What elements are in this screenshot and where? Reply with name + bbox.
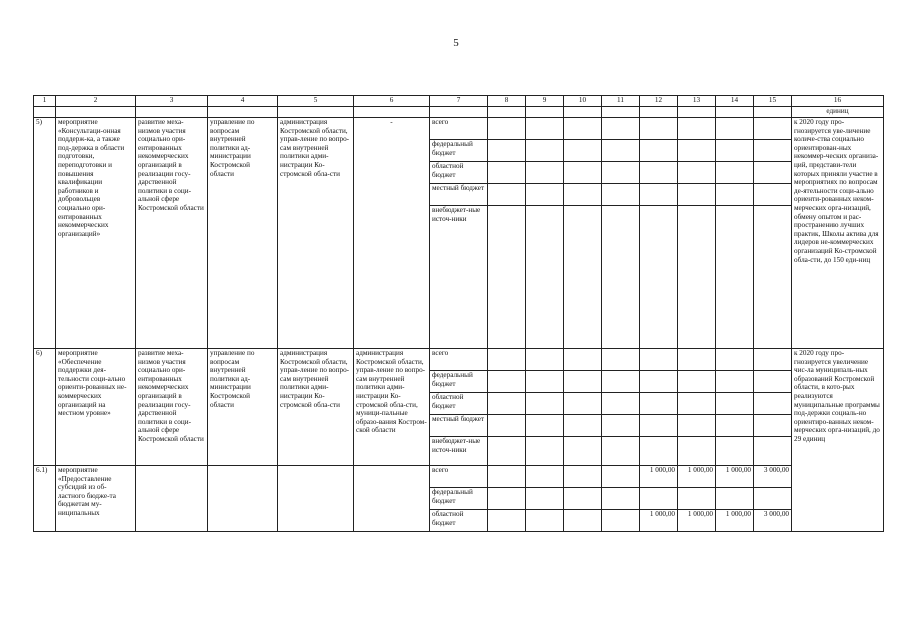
source-extra: внебюджет-ные источ-ники	[430, 206, 488, 349]
co-executor: администрация Костромской области, управ-ление по вопро-сам внутренней политики адми-нистрации Ко-стромской обла-сти	[278, 118, 354, 349]
continuation-text: единиц	[792, 107, 884, 118]
source-federal: федеральный бюджет	[430, 371, 488, 393]
value-total-2017: 1 000,00	[640, 466, 678, 488]
row-number: 5)	[34, 118, 56, 349]
value-total-2019: 1 000,00	[716, 466, 754, 488]
activity-name: мероприятие «Консультаци-онная поддерж-ка, а также под-держка в области подготовки, переподготовки и повышения квалификации работников и добровольцев социально ори-ентированных некоммерческих организаций»	[56, 118, 136, 349]
source-regional: областной бюджет	[430, 162, 488, 184]
participant: администрация Костромской области, управ-ление по вопро-сам внутренней политики адми-нистрации Ко-стромской обла-сти, муници-пальные образо-вания Костром-ской области	[354, 349, 430, 466]
activity-goal: развитие меха-низмов участия социально ори-ентированных некоммерческих организаций в реализации госу-дарственной политики в соци-альной сфере Костромской области	[136, 349, 208, 466]
value-regional-2018: 1 000,00	[678, 510, 716, 532]
activity-name: мероприятие «Предоставление субсидий из об-ластного бюдже-та бюджетам му-ниципальных	[56, 466, 136, 532]
col-header-13: 13	[678, 96, 716, 107]
col-header-3: 3	[136, 96, 208, 107]
col-header-2: 2	[56, 96, 136, 107]
col-header-16: 16	[792, 96, 884, 107]
row-number: 6)	[34, 349, 56, 466]
value-total-2018: 1 000,00	[678, 466, 716, 488]
table-row	[34, 466, 884, 488]
source-total: всего	[430, 349, 488, 371]
value-regional-2017: 1 000,00	[640, 510, 678, 532]
value-regional-sum: 3 000,00	[754, 510, 792, 532]
col-header-7: 7	[430, 96, 488, 107]
source-federal: федеральный бюджет	[430, 140, 488, 162]
responsible-executor: управление по вопросам внутренней политики ад-министрации Костромской области	[208, 118, 278, 349]
value-total-sum: 3 000,00	[754, 466, 792, 488]
expected-result: к 2020 году про-гнозируется увеличение чис-ла муниципаль-ных образований Костромской области, в кото-рых реализуются муниципальные программы под-держки социаль-но ориентиро-ванных неком-мерческих орга-низаций, до 29 единиц	[792, 349, 884, 532]
table-row	[34, 118, 884, 140]
col-header-5: 5	[278, 96, 354, 107]
column-number-row	[34, 96, 884, 107]
expected-result: к 2020 году про-гнозируется уве-личение количе-ства социально ориентирован-ных некоммер-ческих организа-ций, представи-тели которых приняли участие в мероприятиях по вопросам де-ятельности соци-ально ориенти-рованных неком-мерческих орга-низаций, обмену опытом и рас-пространению лучших практик, Школы актива для лидеров не-коммерческих организаций Ко-стромской обла-сти, до 150 еди-ниц	[792, 118, 884, 349]
table-row	[34, 349, 884, 371]
source-extra: внебюджет-ные источ-ники	[430, 437, 488, 466]
col-header-12: 12	[640, 96, 678, 107]
col-header-6: 6	[354, 96, 430, 107]
source-total: всего	[430, 466, 488, 488]
col-header-11: 11	[602, 96, 640, 107]
responsible-executor: управление по вопросам внутренней политики ад-министрации Костромской области	[208, 349, 278, 466]
participant: -	[354, 118, 430, 349]
col-header-4: 4	[208, 96, 278, 107]
source-local: местный бюджет	[430, 415, 488, 437]
col-header-9: 9	[526, 96, 564, 107]
source-local: местный бюджет	[430, 184, 488, 206]
col-header-14: 14	[716, 96, 754, 107]
source-total: всего	[430, 118, 488, 140]
value-regional-2019: 1 000,00	[716, 510, 754, 532]
col-header-10: 10	[564, 96, 602, 107]
activity-goal: развитие меха-низмов участия социально ори-ентированных некоммерческих организаций в реализации госу-дарственной политики в соци-альной сфере Костромской области	[136, 118, 208, 349]
activity-name: мероприятие «Обеспечение поддержки дея-тельности соци-ально ориенти-рованных не-коммерческих организаций на местном уровне»	[56, 349, 136, 466]
col-header-1: 1	[34, 96, 56, 107]
co-executor: администрация Костромской области, управ-ление по вопро-сам внутренней политики адми-нистрации Ко-стромской обла-сти	[278, 349, 354, 466]
source-regional: областной бюджет	[430, 510, 488, 532]
continuation-row	[34, 107, 884, 118]
source-federal: федеральный бюджет	[430, 488, 488, 510]
row-number: 6.1)	[34, 466, 56, 532]
program-activities-table	[33, 95, 884, 532]
source-regional: областной бюджет	[430, 393, 488, 415]
col-header-8: 8	[488, 96, 526, 107]
page-number: 5	[453, 37, 459, 49]
col-header-15: 15	[754, 96, 792, 107]
